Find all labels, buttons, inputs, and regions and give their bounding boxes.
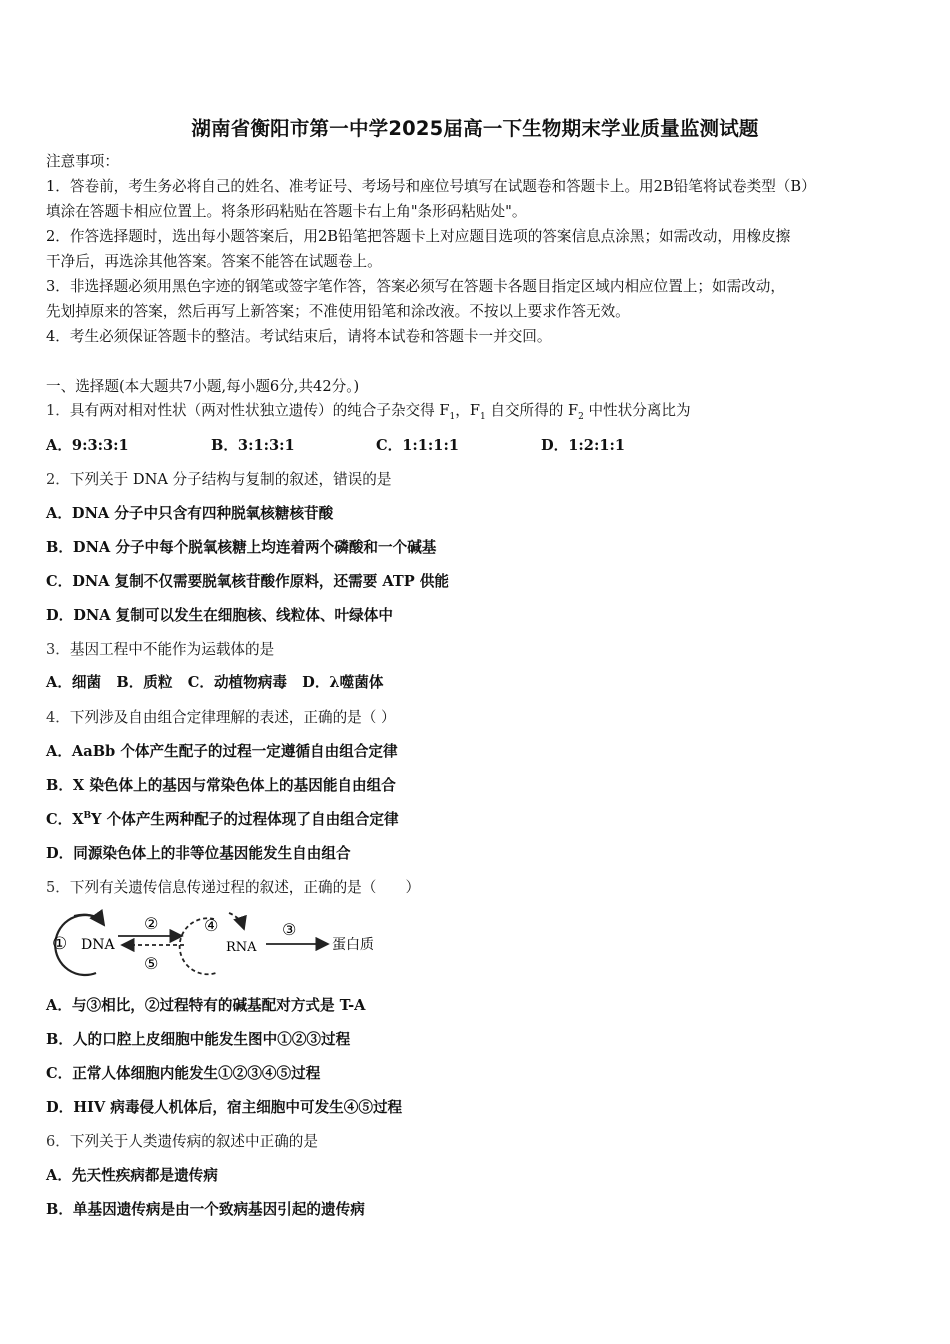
central-dogma-diagram [44,907,404,982]
q2-stem-text: 下列关于 DNA 分子结构与复制的叙述，错误的是 [69,471,392,488]
rna-label: RNA [226,940,257,955]
q3-option-a: A．细菌 [46,674,102,691]
circled-3: ③ [282,920,297,939]
question-5-stem [46,878,420,898]
q6-stem-text: 下列关于人类遗传病的叙述中正确的是 [69,1133,318,1150]
q5-option-c: C．正常人体细胞内能发生①②③④⑤过程 [46,1065,321,1082]
q1-stem-part: 中性状分离比为 [583,402,691,419]
q4-option-d: D．同源染色体上的非等位基因能发生自由组合 [46,845,351,862]
circled-5: ⑤ [144,954,159,973]
notice-line: 填涂在答题卡相应位置上。将条形码粘贴在答题卡右上角"条形码粘贴处"。 [46,203,527,220]
q1-option-c: C．1:1:1:1 [376,437,459,454]
circled-2: ② [144,914,159,933]
notice-line: 1．答卷前，考生务必将自己的姓名、准考证号、考场号和座位号填写在试题卷和答题卡上。用2B铅笔将试卷类型（B） [46,178,816,195]
q3-option-b: B．质粒 [116,674,173,691]
q3-stem-text: 基因工程中不能作为运载体的是 [69,641,275,658]
notice-line: 4．考生必须保证答题卡的整洁。考试结束后，请将本试卷和答题卡一并交回。 [46,328,552,345]
q1-subscript: 1 [449,411,456,422]
question-number: 5． [46,879,70,896]
q1-subscript: 2 [578,411,584,422]
q4-option-b: B．X 染色体上的基因与常染色体上的基因能自由组合 [46,777,396,794]
question-number: 4． [46,709,70,726]
question-number: 3． [46,641,70,658]
q6-option-b: B．单基因遗传病是由一个致病基因引起的遗传病 [46,1201,365,1218]
q4-stem-text: 下列涉及自由组合定律理解的表述，正确的是（ ） [69,709,396,726]
q3-option-d: D．λ噬菌体 [302,674,384,691]
q1-option-a: A．9:3:3:1 [46,437,129,454]
protein-label: 蛋白质 [332,937,374,953]
q1-stem-part: ，F [455,402,480,419]
q1-option-b: B．3:1:3:1 [211,437,295,454]
question-number: 2． [46,471,70,488]
q5-option-a: A．与③相比，②过程特有的碱基配对方式是 T-A [46,997,366,1014]
q4-option-a: A．AaBb 个体产生配子的过程一定遵循自由组合定律 [46,743,398,760]
q2-option-a: A．DNA 分子中只含有四种脱氧核糖核苷酸 [46,505,334,522]
notice-line: 先划掉原来的答案，然后再写上新答案；不准使用铅笔和涂改液。不按以上要求作答无效。 [46,303,630,320]
q5-option-d: D．HIV 病毒侵人机体后，宿主细胞中可发生④⑤过程 [46,1099,403,1116]
question-4-stem [46,708,396,728]
notice-line: 2．作答选择题时，选出每小题答案后，用2B铅笔把答题卡上对应题目选项的答案信息点涂黑；如需改动，用橡皮擦 [46,228,791,245]
q4-option-c [46,810,399,830]
dna-label: DNA [81,937,115,953]
circled-4: ④ [204,916,219,935]
question-2-stem [46,470,391,490]
q4-option-c-part: C．X [46,811,84,828]
section-heading: 一、选择题(本大题共7小题,每小题6分,共42分。) [46,378,360,395]
exam-title: 湖南省衡阳市第一中学2025届高一下生物期末学业质量监测试题 [191,117,759,140]
q4-option-c-part: Y 个体产生两种配子的过程体现了自由组合定律 [91,811,399,828]
q2-option-d: D．DNA 复制可以发生在细胞核、线粒体、叶绿体中 [46,607,393,624]
q1-option-d: D．1:2:1:1 [541,437,626,454]
question-number: 6． [46,1133,70,1150]
notice-line: 3．非选择题必须用黑色字迹的钢笔或签字笔作答，答案必须写在答题卡各题目指定区域内相应位置上；如需改动， [46,278,785,295]
q1-stem-part: 具有两对相对性状（两对性状独立遗传）的纯合子杂交得 F [69,402,450,419]
notice-heading: 注意事项： [46,153,119,170]
notice-line: 干净后，再选涂其他答案。答案不能答在试题卷上。 [46,253,382,270]
q2-option-c: C．DNA 复制不仅需要脱氧核苷酸作原料，还需要 ATP 供能 [46,573,450,590]
q2-option-b: B．DNA 分子中每个脱氧核糖上均连着两个磷酸和一个碱基 [46,539,437,556]
q1-subscript: 1 [479,411,486,422]
q3-options-row [46,673,383,693]
q6-option-a: A．先天性疾病都是遗传病 [46,1167,218,1184]
q3-option-c: C．动植物病毒 [187,674,287,691]
q5-stem-text: 下列有关遗传信息传递过程的叙述，正确的是（ ） [69,879,421,896]
question-3-stem [46,640,274,660]
circled-1: ① [52,934,68,954]
question-6-stem [46,1132,318,1152]
q1-stem-part: 自交所得的 F [485,402,579,419]
q5-option-b: B．人的口腔上皮细胞中能发生图中①②③过程 [46,1031,351,1048]
q4-superscript: B [83,811,92,822]
rna-replication-arrow [229,913,244,929]
question-number: 1． [46,402,70,419]
question-1-stem [46,401,691,421]
